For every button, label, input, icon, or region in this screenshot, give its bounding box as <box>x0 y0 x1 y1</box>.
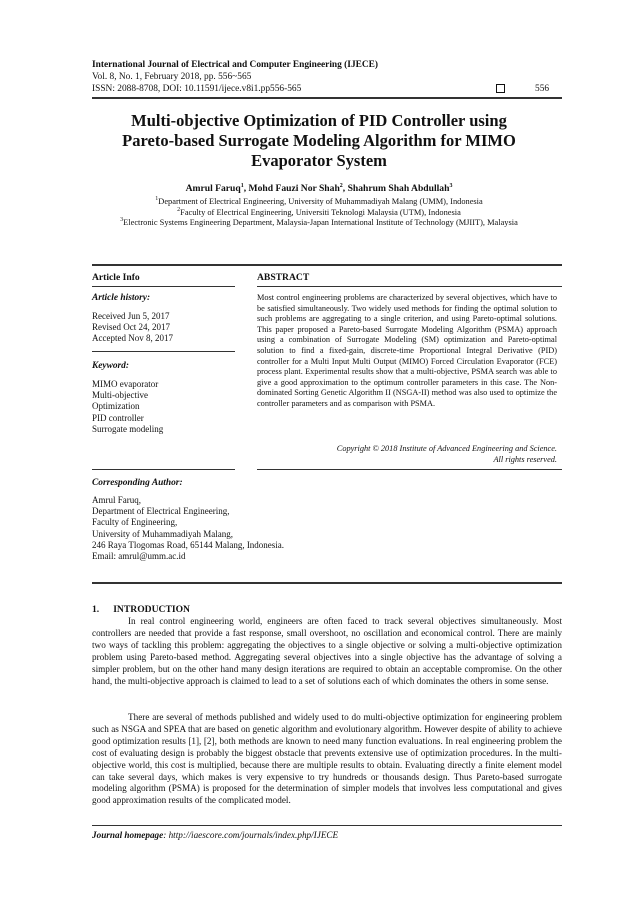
copyright: Copyright © 2018 Institute of Advanced Engineering and Science. All rights reserved. <box>336 444 557 464</box>
page-number: 556 <box>535 84 550 94</box>
keyword-item: PID controller <box>92 412 144 423</box>
article-info-heading: Article Info <box>92 272 140 283</box>
history-item: Revised Oct 24, 2017 <box>92 322 170 333</box>
homepage-link[interactable]: : http://iaescore.com/journals/index.php/IJECE <box>163 830 339 840</box>
title-line: Pareto-based Surrogate Modeling Algorithm for MIMO <box>122 131 516 150</box>
keyword-item: MIMO evaporator <box>92 379 159 389</box>
intro-paragraph: In real control engineering world, engineers are often faced to track several objectives simultaneously. Most controllers are needed that provide a fast response, small overshoot, no oscillation and economical control. There are mainly two ways of tackling this problem: aggregating the objectives to a single objective or solving a multi-objective optimization problem using Pareto-based method. Aggregating several objectives into a single objective has the advantage of solving a simpler problem, but on the other hand many design iterations are required to obtain an acceptable compromise. On the other hand, the multi-objective approach is claimed to lead to a set of solutions each of which dominates the others in some sense. <box>92 616 562 686</box>
journal-issn: ISSN: 2088-8708, DOI: 10.11591/ijece.v8i1.pp556-565 <box>92 84 302 94</box>
history-item: Received Jun 5, 2017 <box>92 311 170 321</box>
info-rule <box>92 351 235 352</box>
info-bottom-rule <box>92 469 235 470</box>
affiliations <box>10 197 628 229</box>
author-name: , Mohd Fauzi Nor Shah <box>243 183 340 194</box>
affiliation: $^2$Faculty of Electrical Engineering, Universiti Teknologi Malaysia (UTM), Indonesia <box>177 206 461 217</box>
title-line: Evaporator System <box>251 151 387 170</box>
author-sup: 2 <box>339 182 343 189</box>
keyword-item: Multi-objective <box>92 390 148 401</box>
info-top-rule <box>92 264 562 266</box>
author-name: Amrul Faruq <box>185 183 241 194</box>
corresponding-rule <box>92 582 562 584</box>
keyword-heading: Keyword: <box>92 361 129 371</box>
info-rule <box>92 286 235 287</box>
journal-volume: Vol. 8, No. 1, February 2018, pp. 556~565 <box>92 72 252 82</box>
corresponding-details: Amrul Faruq, Department of Electrical Engineering, Faculty of Engineering, University of Muhammadiyah Malang, 246 Raya Tlogomas Road, 65144 Malang, Indonesia. Email: amrul@umm.ac.id <box>92 495 285 562</box>
author-sup: 3 <box>449 182 453 189</box>
history-heading: Article history: <box>92 293 151 303</box>
keyword-item: Surrogate modeling <box>92 423 164 434</box>
keyword-list <box>92 379 163 435</box>
journal-name: International Journal of Electrical and Computer Engineering (IJECE) <box>92 60 379 70</box>
abstract-text: Most control engineering problems are characterized by several objectives, which have to be satisfied simultaneously. Two widely used methods for finding the optimal solution to such problems are aggregating to a single criterion, and using Pareto-optimal solutions. This paper proposed a Pareto-based Surrogate Modeling Algorithm (PSMA) approach using a combination of Surrogate Modeling (SM) optimization and Pareto-optimal solution to find a fixed-gain, discrete-time Proportional Integral Derivative (PID) controller for a Multi Input Multi Output (MIMO) Forced Circulation Evaporator (FCE) process plant. Experimental results show that a multi-objective, PSMA search was able to give a good approximation to the optimum controller parameters in this case. The Non-dominated Sorting Genetic Algorithm II (NSGA-II) method was also used to optimize the controller parameters and as comparison with PSMA. <box>257 293 557 408</box>
author-list <box>20 183 618 194</box>
section-heading: 1. INTRODUCTION <box>92 604 190 615</box>
keyword-item: Optimization <box>92 401 140 412</box>
intro-paragraph: There are several of methods published and widely used to do multi-objective optimization for engineering problem such as NSGA and SPEA that are based on genetic algorithm and evolutionary algorithm. However despite of ability to achieve good optimization results [1], [2], both methods are known to need many function evaluations. In real engineering problem the cost of evaluating design is probably the biggest obstacle that prevents extensive use of optimization procedures. In the multi-objective world, this cost is multiplied, because there are multiple results to obtain. Evaluating directly a finite element model can take several days, which makes is very expensive to try hundreds or thousands design. Thus Pareto-based surrogate modeling algorithm (PSMA) is proposed for the determination of simpler models that involves less computational and gives good approximation results of the complicated model. <box>92 712 562 806</box>
abstract-bottom-rule <box>257 469 562 470</box>
journal-homepage: Journal homepage: http://iaescore.com/journals/index.php/IJECE <box>92 830 339 840</box>
affiliation: $^3$Electronic Systems Engineering Department, Malaysia-Japan International Institute of Technology (MJIIT), Malaysia <box>120 217 518 227</box>
title-line: Multi-objective Optimization of PID Controller using <box>131 111 507 130</box>
footer-rule <box>92 825 562 826</box>
author-sup: 1 <box>240 182 244 189</box>
history-item: Accepted Nov 8, 2017 <box>92 333 173 344</box>
abstract-rule <box>257 286 562 287</box>
history-list <box>92 311 173 345</box>
author-name: , Shahrum Shah Abdullah <box>342 183 450 194</box>
corresponding-heading: Corresponding Author: <box>92 478 183 488</box>
email[interactable]: Email: amrul@umm.ac.id <box>92 551 186 562</box>
header-rule <box>92 97 562 99</box>
affiliation: $^1$Department of Electrical Engineering, University of Muhammadiyah Malang (UMM), Indonesia <box>155 196 483 206</box>
paper-title <box>60 111 578 171</box>
abstract-heading: ABSTRACT <box>257 272 310 283</box>
box-icon <box>496 84 505 93</box>
page-number-group <box>496 84 549 95</box>
